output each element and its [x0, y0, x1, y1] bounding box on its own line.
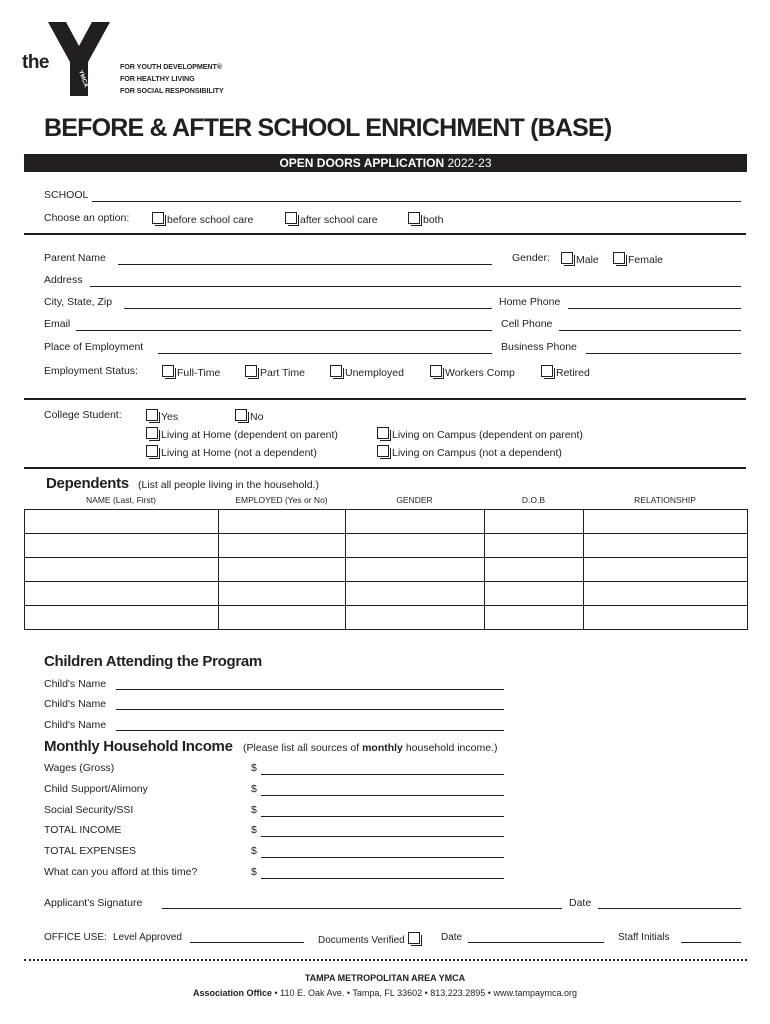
office-use-label: OFFICE USE: [44, 932, 107, 943]
home-phone-label: Home Phone [499, 296, 561, 308]
dependents-row [25, 582, 748, 606]
business-phone-label: Business Phone [501, 341, 577, 353]
footer-address [0, 988, 770, 998]
dependents-cell[interactable] [584, 534, 748, 558]
income-note-bold: monthly [362, 742, 403, 754]
status-full-time[interactable] [162, 365, 220, 379]
logo-the-text: the [22, 52, 49, 73]
dependents-cell[interactable] [25, 510, 219, 534]
child-name-label: Child's Name [44, 678, 107, 690]
tagline-line: FOR YOUTH DEVELOPMENT® [120, 62, 222, 71]
dependents-cell[interactable] [346, 558, 485, 582]
signature-date-field[interactable] [598, 908, 741, 909]
currency-symbol: $ [251, 762, 257, 774]
dependents-row [25, 558, 748, 582]
dependents-row [25, 534, 748, 558]
gender-male-label: Male [576, 254, 599, 266]
income-note-text: (Please list all sources of [243, 742, 363, 754]
staff-initials-field[interactable] [681, 942, 741, 943]
status-unemployed[interactable] [330, 365, 404, 379]
status-workers-comp[interactable] [430, 365, 515, 379]
level-approved-field[interactable] [190, 942, 304, 943]
currency-symbol: $ [251, 866, 257, 878]
email-label: Email [44, 318, 71, 330]
documents-verified-option[interactable] [318, 932, 423, 946]
income-note [243, 742, 497, 754]
logo-tagline [120, 61, 224, 97]
footer-office-name: Association Office [193, 988, 273, 998]
dependents-cell[interactable] [25, 534, 219, 558]
gender-female-option[interactable] [613, 252, 663, 266]
address-field[interactable] [90, 286, 741, 287]
dependents-cell[interactable] [485, 510, 584, 534]
dependents-cell[interactable] [219, 582, 346, 606]
income-amount-field[interactable] [261, 816, 504, 817]
employment-place-field[interactable] [158, 353, 492, 354]
status-retired[interactable] [541, 365, 590, 379]
income-row-label: Child Support/Alimony [44, 782, 148, 795]
college-no-option[interactable] [235, 409, 263, 423]
dependents-cell[interactable] [485, 582, 584, 606]
staff-initials-label: Staff Initials [618, 932, 670, 943]
option-both[interactable] [408, 212, 443, 226]
dependents-cell[interactable] [346, 582, 485, 606]
checkbox-icon[interactable] [146, 409, 158, 421]
gender-male-option[interactable] [561, 252, 599, 266]
dependents-cell[interactable] [584, 558, 748, 582]
dependents-cell[interactable] [25, 582, 219, 606]
checkbox-icon[interactable] [330, 365, 342, 377]
income-row-label: TOTAL INCOME [44, 824, 122, 837]
dependents-cell[interactable] [25, 558, 219, 582]
currency-symbol: $ [251, 803, 257, 816]
dependents-cell[interactable] [584, 606, 748, 630]
income-amount-field[interactable] [261, 836, 504, 837]
college-campus-dependent[interactable] [377, 427, 583, 441]
city-field[interactable] [124, 308, 492, 309]
school-field[interactable] [92, 201, 741, 202]
college-yes-option[interactable] [146, 409, 178, 423]
income-amount-field[interactable] [261, 878, 504, 879]
business-phone-field[interactable] [586, 353, 741, 354]
signature-field[interactable] [162, 908, 562, 909]
dependents-cell[interactable] [584, 582, 748, 606]
section-divider [24, 233, 746, 235]
status-label: Workers Comp [445, 367, 515, 379]
employment-status-label: Employment Status: [44, 365, 138, 377]
income-amount-field[interactable] [261, 795, 504, 796]
child-name-field[interactable] [116, 689, 504, 690]
children-heading: Children Attending the Program [44, 653, 262, 670]
checkbox-icon[interactable] [285, 212, 297, 224]
option-label: after school care [300, 214, 378, 226]
logo-ymca-text: YMCA [76, 69, 89, 89]
college-option-label: Living at Home (dependent on parent) [161, 429, 338, 441]
checkbox-icon[interactable] [408, 932, 420, 944]
status-part-time[interactable] [245, 365, 305, 379]
dependents-row [25, 606, 748, 630]
dependents-cell[interactable] [485, 606, 584, 630]
dependents-column-header: EMPLOYED (Yes or No) [235, 495, 328, 505]
banner-year: 2022-23 [447, 156, 492, 170]
section-divider [24, 398, 746, 400]
tagline-line: FOR HEALTHY LIVING [120, 74, 195, 83]
child-name-label: Child's Name [44, 698, 107, 710]
checkbox-icon[interactable] [561, 252, 573, 264]
currency-symbol: $ [251, 845, 257, 858]
college-campus-independent[interactable] [377, 445, 562, 459]
tagline-line: FOR SOCIAL RESPONSIBILITY [120, 86, 224, 95]
parent-name-field[interactable] [118, 264, 492, 265]
status-label: Full-Time [177, 367, 221, 379]
college-home-dependent[interactable] [146, 427, 338, 441]
dependents-cell[interactable] [219, 606, 346, 630]
dependents-row [25, 510, 748, 534]
documents-verified-label: Documents Verified [318, 935, 405, 946]
currency-symbol: $ [251, 824, 257, 837]
checkbox-icon[interactable] [235, 409, 247, 421]
dependents-cell[interactable] [346, 534, 485, 558]
school-label: SCHOOL [44, 189, 89, 201]
child-name-field[interactable] [116, 730, 504, 731]
child-name-field[interactable] [116, 709, 504, 710]
dependents-table [24, 509, 748, 630]
checkbox-icon[interactable] [245, 365, 257, 377]
college-home-independent[interactable] [146, 445, 317, 459]
college-label: College Student: [44, 409, 122, 421]
college-no-label: No [250, 411, 264, 423]
dependents-cell[interactable] [25, 606, 219, 630]
status-label: Retired [556, 367, 590, 379]
dependents-heading: Dependents [46, 475, 129, 492]
cell-phone-field[interactable] [559, 330, 741, 331]
income-amount-field[interactable] [261, 857, 504, 858]
parent-name-label: Parent Name [44, 252, 106, 264]
option-after-school[interactable] [285, 212, 378, 226]
gender-label: Gender: [512, 252, 550, 264]
checkbox-icon[interactable] [152, 212, 164, 224]
ymca-logo [22, 20, 122, 100]
checkbox-icon[interactable] [430, 365, 442, 377]
checkbox-icon[interactable] [146, 427, 158, 439]
checkbox-icon[interactable] [377, 427, 389, 439]
income-row-label: Social Security/SSI [44, 803, 134, 816]
footer-address-text: • 110 E. Oak Ave. • Tampa, FL 33602 • 813.223.2895 • www.tampaymca.org [272, 988, 577, 998]
child-name-label: Child's Name [44, 719, 107, 731]
dependents-cell[interactable] [219, 534, 346, 558]
dotted-divider [24, 959, 747, 961]
option-before-school[interactable] [152, 212, 253, 226]
option-prompt: Choose an option: [44, 212, 130, 224]
address-label: Address [44, 274, 83, 286]
checkbox-icon[interactable] [408, 212, 420, 224]
dependents-cell[interactable] [485, 534, 584, 558]
home-phone-field[interactable] [568, 308, 741, 309]
gender-female-label: Female [628, 254, 664, 266]
city-label: City, State, Zip [44, 296, 113, 308]
dependents-column-header: RELATIONSHIP [634, 495, 696, 505]
currency-symbol: $ [251, 782, 257, 795]
income-row-label: What can you afford at this time? [44, 866, 198, 878]
cell-phone-label: Cell Phone [501, 318, 553, 330]
income-row-label: Wages (Gross) [44, 762, 115, 774]
section-divider [24, 467, 746, 469]
footer-org: TAMPA METROPOLITAN AREA YMCA [304, 973, 466, 983]
level-approved-label: Level Approved [113, 932, 182, 943]
signature-label: Applicant's Signature [44, 897, 143, 909]
checkbox-icon[interactable] [146, 445, 158, 457]
dependents-column-header: NAME (Last, First) [86, 495, 156, 505]
income-row-label: TOTAL EXPENSES [44, 845, 137, 858]
income-heading: Monthly Household Income [44, 738, 233, 755]
banner-title: OPEN DOORS APPLICATION [279, 156, 445, 170]
dependents-cell[interactable] [219, 510, 346, 534]
college-option-label: Living at Home (not a dependent) [161, 447, 317, 459]
dependents-cell[interactable] [346, 606, 485, 630]
ymca-y-icon [48, 20, 112, 98]
employment-place-label: Place of Employment [44, 341, 144, 353]
page-title: BEFORE & AFTER SCHOOL ENRICHMENT (BASE) [44, 114, 612, 142]
checkbox-icon[interactable] [541, 365, 553, 377]
dependents-column-header: D.O.B [521, 495, 546, 505]
office-date-field[interactable] [468, 942, 604, 943]
dependents-cell[interactable] [346, 510, 485, 534]
dependents-cell[interactable] [219, 558, 346, 582]
checkbox-icon[interactable] [613, 252, 625, 264]
option-label: both [423, 214, 444, 226]
application-banner [24, 154, 747, 172]
signature-date-label: Date [569, 897, 592, 909]
college-option-label: Living on Campus (dependent on parent) [392, 429, 583, 441]
status-label: Unemployed [345, 367, 404, 379]
dependents-column-header: GENDER [396, 495, 433, 505]
dependents-cell[interactable] [584, 510, 748, 534]
income-note-text: household income.) [402, 742, 498, 754]
checkbox-icon[interactable] [162, 365, 174, 377]
email-field[interactable] [76, 330, 492, 331]
status-label: Part Time [260, 367, 305, 379]
option-label: before school care [167, 214, 254, 226]
college-yes-label: Yes [161, 411, 179, 423]
checkbox-icon[interactable] [377, 445, 389, 457]
income-amount-field[interactable] [261, 774, 504, 775]
college-option-label: Living on Campus (not a dependent) [392, 447, 562, 459]
dependents-cell[interactable] [485, 558, 584, 582]
dependents-note: (List all people living in the household.) [138, 479, 319, 491]
office-date-label: Date [441, 932, 463, 943]
